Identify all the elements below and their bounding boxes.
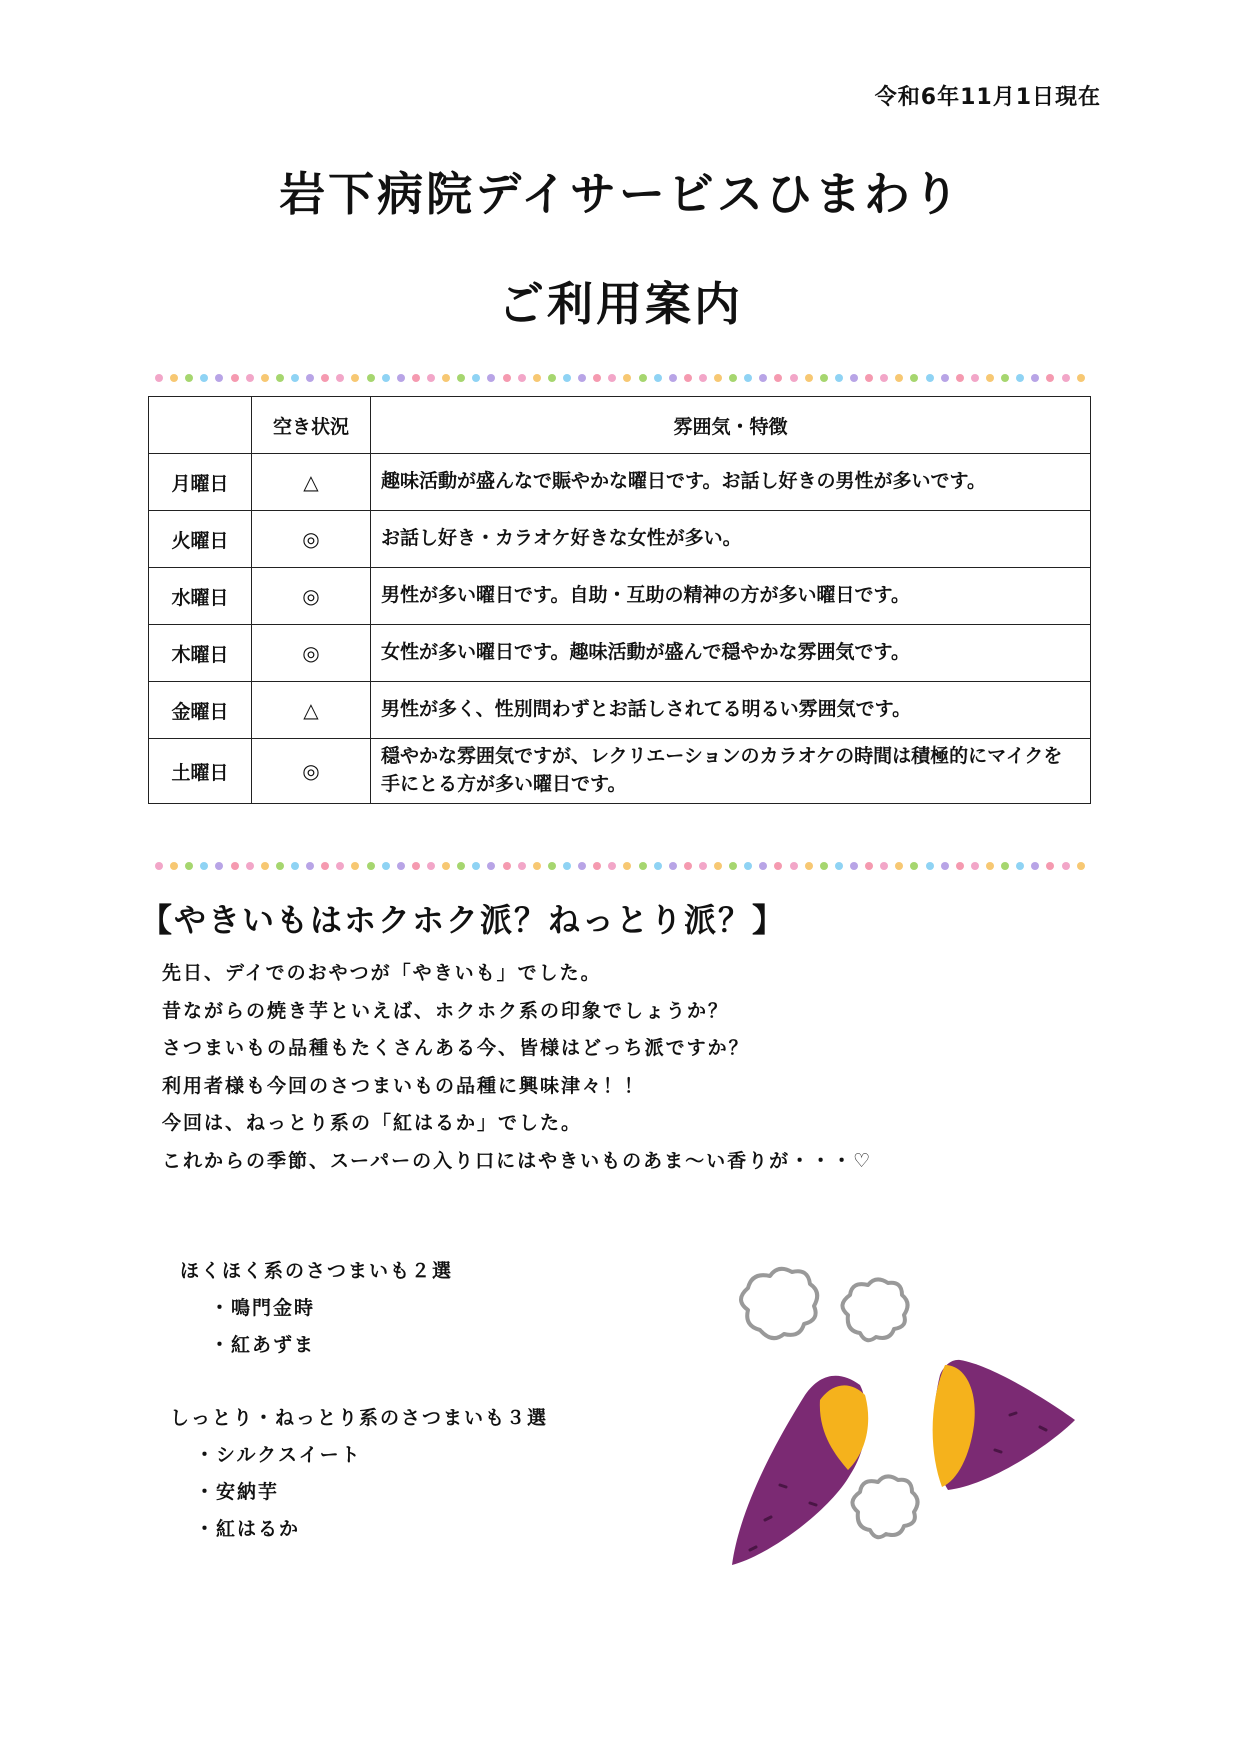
potato-left-icon	[732, 1376, 868, 1565]
day-cell: 木曜日	[149, 625, 252, 682]
table-row	[149, 625, 1091, 682]
divider-dot	[200, 374, 208, 382]
list-item: ・安納芋	[195, 1481, 280, 1503]
divider-dot	[397, 374, 405, 382]
sweet-potato-illustration	[720, 1255, 1100, 1585]
divider-dot	[291, 862, 299, 870]
divider-dot	[1062, 862, 1070, 870]
date-label: 令和6年11月1日現在	[874, 85, 1101, 110]
table-row	[149, 511, 1091, 568]
divider-dot	[533, 374, 541, 382]
divider-dot	[261, 374, 269, 382]
divider-dot	[306, 374, 314, 382]
status-cell: ◎	[252, 568, 371, 625]
day-cell: 月曜日	[149, 454, 252, 511]
divider-dot	[820, 862, 828, 870]
divider-dot	[744, 862, 752, 870]
divider-dot	[427, 862, 435, 870]
divider-dot	[1001, 374, 1009, 382]
table-row	[149, 682, 1091, 739]
potato-right-icon	[933, 1360, 1075, 1490]
status-cell: ◎	[252, 511, 371, 568]
divider-dot	[714, 374, 722, 382]
divider-dot	[744, 374, 752, 382]
divider-dot	[684, 862, 692, 870]
list-title: しっとり・ねっとり系のさつまいも３選	[170, 1407, 549, 1429]
divider-dot	[382, 374, 390, 382]
divider-dot	[729, 862, 737, 870]
day-cell: 金曜日	[149, 682, 252, 739]
divider-dot	[442, 862, 450, 870]
divider-dot	[608, 374, 616, 382]
feature-cell: 男性が多い曜日です。自助・互助の精神の方が多い曜日です。	[371, 568, 1091, 625]
divider-dot	[895, 862, 903, 870]
divider-dot	[593, 862, 601, 870]
page-subtitle: ご利用案内	[498, 277, 743, 331]
divider-dot	[170, 862, 178, 870]
divider-dot	[427, 374, 435, 382]
divider-dot	[276, 862, 284, 870]
divider-dot	[1031, 862, 1039, 870]
divider-dot	[231, 862, 239, 870]
divider-dot	[805, 374, 813, 382]
divider-dot	[820, 374, 828, 382]
hokuhoku-list	[180, 1253, 453, 1364]
divider-dot	[759, 374, 767, 382]
list-item: ・鳴門金時	[210, 1297, 316, 1319]
divider-dot	[895, 374, 903, 382]
divider-dot	[155, 862, 163, 870]
divider-dot	[654, 862, 662, 870]
divider-dot	[639, 862, 647, 870]
steam-puff-icon	[842, 1279, 907, 1340]
divider-dot	[835, 862, 843, 870]
divider-dot	[986, 862, 994, 870]
divider-dot	[367, 862, 375, 870]
divider-dot	[246, 374, 254, 382]
divider-dot	[563, 374, 571, 382]
divider-dot	[835, 374, 843, 382]
divider-dot	[367, 374, 375, 382]
divider-dot	[623, 862, 631, 870]
divider-dot	[503, 862, 511, 870]
divider-dot	[654, 374, 662, 382]
list-title: ほくほく系のさつまいも２選	[180, 1260, 454, 1282]
divider-dot	[669, 862, 677, 870]
feature-cell: 趣味活動が盛んなで賑やかな曜日です。お話し好きの男性が多いです。	[371, 454, 1091, 511]
divider-dot	[684, 374, 692, 382]
divider-dot	[215, 374, 223, 382]
divider-dot	[774, 862, 782, 870]
table-row	[149, 454, 1091, 511]
divider-dot	[805, 862, 813, 870]
divider-dot	[185, 374, 193, 382]
divider-dot	[518, 862, 526, 870]
day-cell: 土曜日	[149, 739, 252, 804]
page-title: 岩下病院デイサービスひまわり	[279, 167, 962, 221]
divider-dot	[971, 862, 979, 870]
divider-dot	[503, 374, 511, 382]
divider-dot	[261, 862, 269, 870]
divider-dot	[321, 374, 329, 382]
divider-dot	[910, 374, 918, 382]
divider-dot	[578, 374, 586, 382]
divider-dot	[608, 862, 616, 870]
divider-dot	[910, 862, 918, 870]
divider-dot	[880, 862, 888, 870]
divider-dot	[790, 862, 798, 870]
feature-cell: 穏やかな雰囲気ですが、レクリエーションのカラオケの時間は積極的にマイクを手にとる方が多い曜日です。	[371, 739, 1091, 804]
divider-dot	[850, 862, 858, 870]
divider-dot	[291, 374, 299, 382]
divider-dot	[699, 374, 707, 382]
divider-dot	[487, 374, 495, 382]
article-line: 今回は、ねっとり系の「紅はるか」でした。	[162, 1112, 583, 1134]
article-line: 先日、デイでのおやつが「やきいも」でした。	[162, 962, 602, 984]
divider-dot	[1016, 374, 1024, 382]
divider-dot	[412, 374, 420, 382]
status-cell: ◎	[252, 739, 371, 804]
divider-dot	[578, 862, 586, 870]
divider-dot	[563, 862, 571, 870]
header-status: 空き状況	[252, 397, 371, 454]
divider-dot	[986, 374, 994, 382]
divider-dot	[321, 862, 329, 870]
divider-dot	[1077, 862, 1085, 870]
steam-puff-icon	[741, 1269, 817, 1338]
divider-dot	[1046, 862, 1054, 870]
divider-dot	[790, 374, 798, 382]
divider-dot	[880, 374, 888, 382]
day-cell: 火曜日	[149, 511, 252, 568]
article-line: これからの季節、スーパーの入り口にはやきいものあま～い香りが・・・♡	[162, 1149, 873, 1172]
divider-dot	[774, 374, 782, 382]
article-line: 昔ながらの焼き芋といえば、ホクホク系の印象でしょうか？	[162, 999, 730, 1022]
feature-cell: 女性が多い曜日です。趣味活動が盛んで穏やかな雰囲気です。	[371, 625, 1091, 682]
status-cell: △	[252, 454, 371, 511]
dot-divider-middle	[155, 860, 1085, 872]
divider-dot	[487, 862, 495, 870]
divider-dot	[246, 862, 254, 870]
divider-dot	[1077, 374, 1085, 382]
list-item: ・シルクスイート	[195, 1444, 362, 1466]
divider-dot	[971, 374, 979, 382]
divider-dot	[336, 374, 344, 382]
divider-dot	[593, 374, 601, 382]
status-cell: △	[252, 682, 371, 739]
divider-dot	[1016, 862, 1024, 870]
divider-dot	[623, 374, 631, 382]
divider-dot	[729, 374, 737, 382]
divider-dot	[699, 862, 707, 870]
divider-dot	[926, 862, 934, 870]
divider-dot	[382, 862, 390, 870]
divider-dot	[941, 862, 949, 870]
feature-cell: お話し好き・カラオケ好きな女性が多い。	[371, 511, 1091, 568]
divider-dot	[759, 862, 767, 870]
divider-dot	[351, 862, 359, 870]
divider-dot	[533, 862, 541, 870]
divider-dot	[941, 374, 949, 382]
availability-table	[148, 396, 1091, 804]
divider-dot	[170, 374, 178, 382]
divider-dot	[472, 374, 480, 382]
list-item: ・紅はるか	[195, 1518, 301, 1540]
divider-dot	[865, 374, 873, 382]
divider-dot	[956, 862, 964, 870]
divider-dot	[397, 862, 405, 870]
divider-dot	[442, 374, 450, 382]
divider-dot	[956, 374, 964, 382]
divider-dot	[412, 862, 420, 870]
feature-cell: 男性が多く、性別問わずとお話しされてる明るい雰囲気です。	[371, 682, 1091, 739]
nettori-list	[170, 1400, 548, 1548]
divider-dot	[639, 374, 647, 382]
divider-dot	[865, 862, 873, 870]
dot-divider-top	[155, 372, 1085, 384]
article-body	[162, 955, 872, 1180]
divider-dot	[472, 862, 480, 870]
list-item: ・紅あずま	[210, 1334, 316, 1356]
divider-dot	[1062, 374, 1070, 382]
divider-dot	[1031, 374, 1039, 382]
article-line: 利用者様も今回のさつまいもの品種に興味津々！！	[162, 1074, 646, 1097]
divider-dot	[548, 374, 556, 382]
divider-dot	[714, 862, 722, 870]
divider-dot	[200, 862, 208, 870]
article-heading: 【やきいもはホクホク派？ねっとり派？】	[140, 901, 787, 939]
table-header-row	[149, 397, 1091, 454]
divider-dot	[926, 374, 934, 382]
divider-dot	[1046, 374, 1054, 382]
divider-dot	[215, 862, 223, 870]
divider-dot	[548, 862, 556, 870]
divider-dot	[1001, 862, 1009, 870]
divider-dot	[850, 374, 858, 382]
table-row	[149, 568, 1091, 625]
divider-dot	[351, 374, 359, 382]
divider-dot	[155, 374, 163, 382]
day-cell: 水曜日	[149, 568, 252, 625]
divider-dot	[231, 374, 239, 382]
divider-dot	[336, 862, 344, 870]
divider-dot	[457, 374, 465, 382]
divider-dot	[518, 374, 526, 382]
header-day	[149, 397, 252, 454]
divider-dot	[457, 862, 465, 870]
status-cell: ◎	[252, 625, 371, 682]
table-row	[149, 739, 1091, 804]
steam-puff-icon	[852, 1476, 917, 1537]
divider-dot	[276, 374, 284, 382]
article-line: さつまいもの品種もたくさんある今、皆様はどっち派ですか？	[162, 1037, 750, 1059]
header-feature: 雰囲気・特徴	[371, 397, 1091, 454]
divider-dot	[669, 374, 677, 382]
divider-dot	[185, 862, 193, 870]
divider-dot	[306, 862, 314, 870]
